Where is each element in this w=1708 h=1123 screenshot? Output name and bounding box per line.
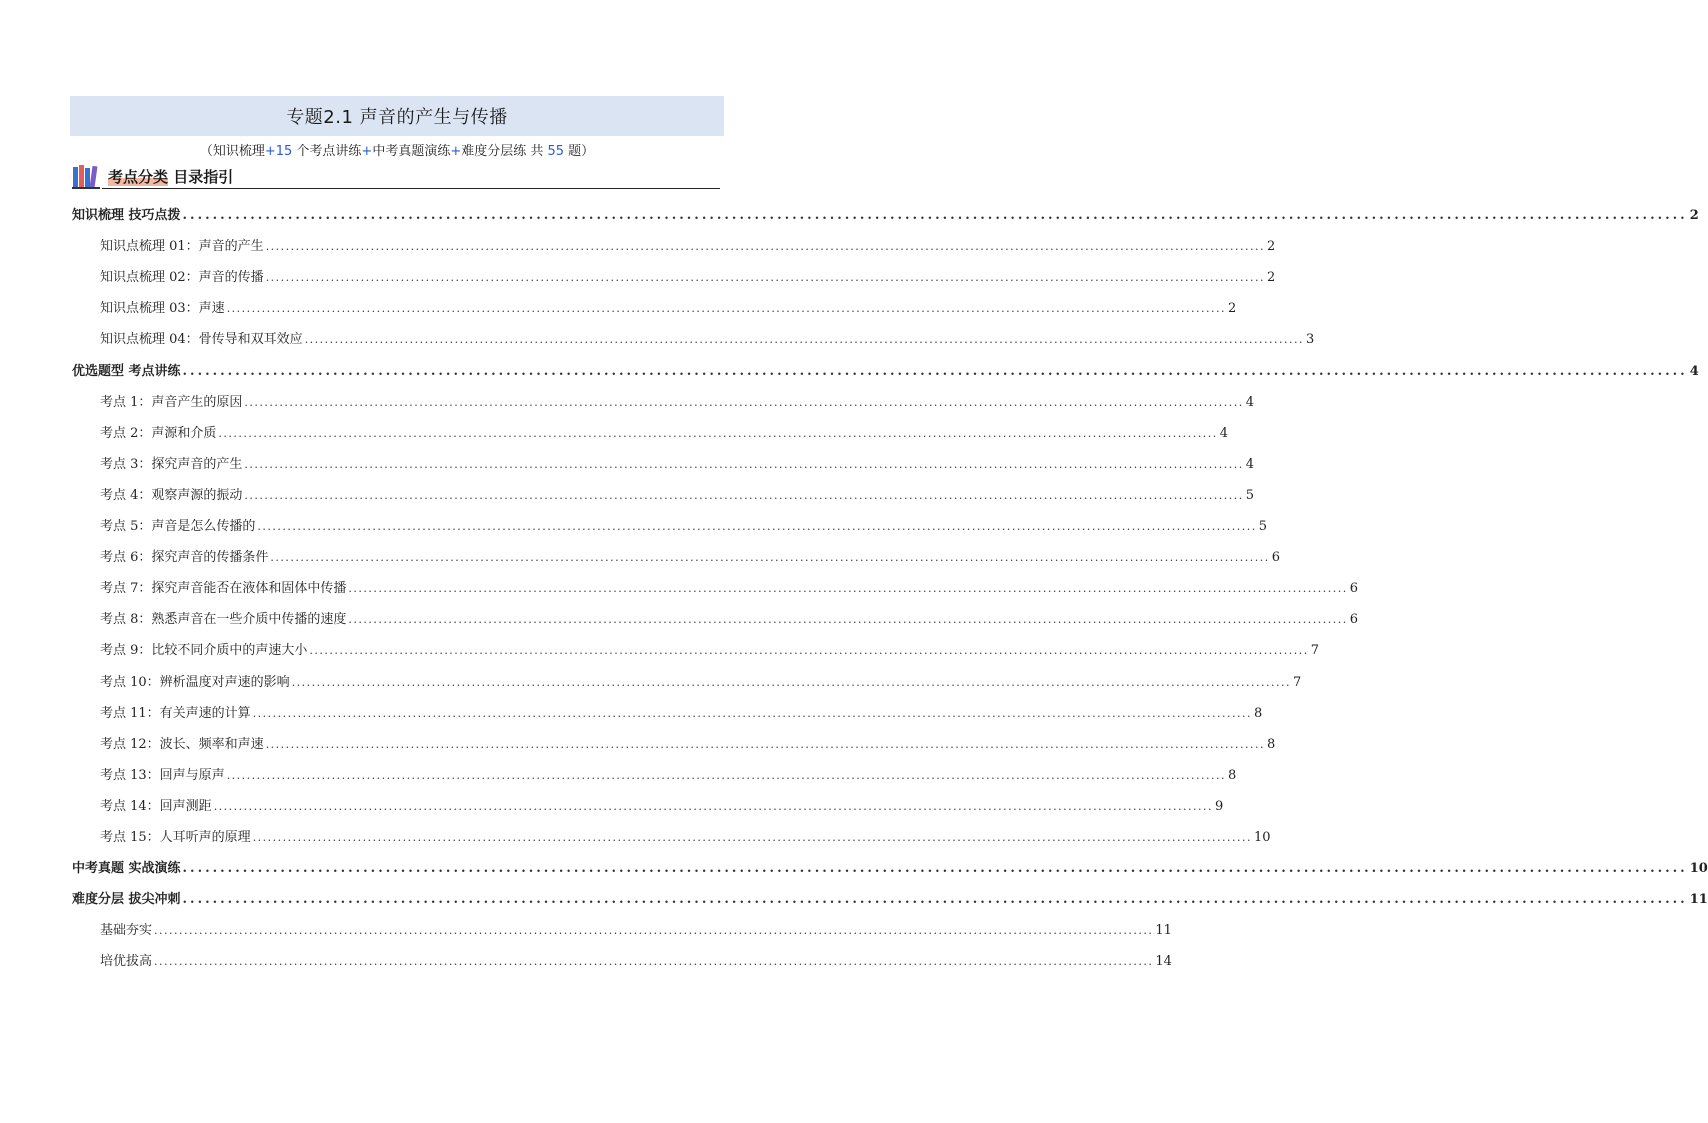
toc-page-number: 4 (1245, 394, 1255, 410)
toc-entry[interactable] (72, 484, 1255, 506)
toc-entry-label: 培优拔高 (100, 954, 153, 970)
toc-page-number: 7 (1310, 643, 1320, 659)
subtitle-text: 中考真题演练 (372, 144, 451, 159)
toc-entry[interactable] (72, 328, 1315, 350)
toc-leader-dots: ........................................................................................................................................................................................................ (257, 520, 1257, 533)
section-banner (72, 163, 720, 189)
toc-page-number: 8 (1267, 736, 1276, 752)
toc-entry-label: 考点 14：回声测距 (100, 798, 212, 814)
toc-leader-dots: ........................................................................................................................................................................................................ (182, 363, 1688, 379)
toc-entry-label: 考点 4：观察声源的振动 (100, 487, 243, 503)
toc-page-number: 14 (1155, 954, 1172, 970)
toc-leader-dots: ........................................................................................................................................................................................................ (182, 892, 1688, 908)
toc-entry-label: 优选题型 考点讲练 (72, 363, 181, 379)
toc-leader-dots: ........................................................................................................................................................................................................ (309, 644, 1309, 658)
toc-entry[interactable] (72, 422, 1229, 444)
toc-page-number: 6 (1349, 581, 1359, 597)
toc-entry-label: 知识点梳理 04：骨传导和双耳效应 (100, 332, 303, 348)
toc-leader-dots: ........................................................................................................................................................................................................ (244, 395, 1244, 409)
subtitle-text: 个考点讲练 (292, 144, 362, 159)
toc-page-number: 4 (1689, 363, 1699, 379)
toc-entry-label: 考点 6：探究声音的传播条件 (100, 550, 269, 566)
toc-page-number: 4 (1245, 456, 1255, 472)
toc-entry-label: 考点 8：熟悉声音在一些介质中传播的速度 (100, 612, 347, 628)
toc-entry-label: 考点 10：辨析温度对声速的影响 (100, 674, 290, 690)
toc-entry[interactable] (72, 577, 1359, 599)
toc-entry[interactable] (72, 702, 1263, 724)
toc-entry[interactable] (72, 515, 1268, 537)
toc-page-number: 2 (1689, 208, 1699, 223)
toc-page-number: 11 (1689, 892, 1708, 908)
toc-leader-dots: ........................................................................................................................................................................................................ (154, 924, 1154, 938)
toc-leader-dots: ........................................................................................................................................................................................................ (182, 861, 1688, 877)
toc-entry-label: 难度分层 拔尖冲刺 (72, 892, 181, 908)
toc-entry-label: 考点 11：有关声速的计算 (100, 705, 251, 721)
toc-section-entry[interactable] (72, 888, 1708, 910)
toc-page-number: 9 (1215, 798, 1224, 814)
books-icon (72, 163, 102, 189)
subtitle-plus: + (450, 144, 462, 159)
toc-leader-dots: ........................................................................................................................................................................................................ (182, 208, 1688, 223)
banner-heading-part2: 目录指引 (168, 168, 234, 186)
toc-leader-dots: ........................................................................................................................................................................................................ (218, 426, 1218, 440)
toc-entry-label: 考点 13：回声与原声 (100, 767, 225, 783)
toc-section-entry[interactable] (72, 204, 1699, 226)
toc-leader-dots: ........................................................................................................................................................................................................ (270, 551, 1270, 565)
banner-underline (102, 188, 720, 189)
toc-entry-label: 考点 7：探究声音能否在液体和固体中传播 (100, 581, 347, 597)
toc-leader-dots: ........................................................................................................................................................................................................ (252, 831, 1253, 844)
toc-entry-label: 知识梳理 技巧点拨 (72, 208, 181, 223)
toc-entry[interactable] (72, 235, 1276, 257)
toc-entry-label: 考点 9：比较不同介质中的声速大小 (100, 643, 308, 659)
toc-page-number: 10 (1254, 830, 1271, 845)
subtitle-text: 题） (564, 144, 595, 159)
toc-page-number: 4 (1219, 425, 1229, 441)
toc-leader-dots: ........................................................................................................................................................................................................ (291, 675, 1292, 689)
banner-heading (108, 166, 233, 187)
subtitle (0, 140, 794, 159)
toc-leader-dots: ........................................................................................................................................................................................................ (226, 302, 1227, 316)
toc-entry-label: 考点 12：波长、频率和声速 (100, 736, 264, 752)
toc-entry-label: 考点 1：声音产生的原因 (100, 394, 243, 410)
toc-leader-dots: ........................................................................................................................................................................................................ (265, 271, 1266, 285)
toc-section-entry[interactable] (72, 360, 1699, 382)
banner-heading-part1: 考点分类 (108, 168, 169, 186)
toc-leader-dots: ........................................................................................................................................................................................................ (265, 737, 1266, 751)
toc-page-number: 6 (1349, 612, 1359, 628)
toc-entry[interactable] (72, 919, 1172, 941)
toc-page-number: 2 (1267, 239, 1276, 255)
toc-page-number: 5 (1245, 487, 1255, 503)
toc-page-number: 11 (1155, 923, 1172, 939)
toc-entry[interactable] (72, 826, 1271, 848)
toc-leader-dots: ........................................................................................................................................................................................................ (265, 240, 1266, 254)
toc-leader-dots: ........................................................................................................................................................................................................ (348, 613, 1348, 627)
toc-entry[interactable] (72, 764, 1237, 786)
toc-entry[interactable] (72, 733, 1276, 755)
toc-entry[interactable] (72, 546, 1281, 568)
toc-leader-dots: ........................................................................................................................................................................................................ (213, 799, 1214, 813)
toc-page-number: 2 (1267, 270, 1276, 286)
toc-entry[interactable] (72, 950, 1172, 972)
toc-leader-dots: ........................................................................................................................................................................................................ (348, 582, 1348, 596)
toc-page-number: 7 (1293, 674, 1302, 690)
toc-entry-label: 考点 2：声源和介质 (100, 425, 217, 441)
toc-entry[interactable] (72, 266, 1276, 288)
toc-entry[interactable] (72, 391, 1255, 413)
toc-entry-label: 基础夯实 (100, 923, 153, 939)
toc-entry-label: 考点 5：声音是怎么传播的 (100, 519, 256, 534)
toc-leader-dots: ........................................................................................................................................................................................................ (252, 706, 1253, 720)
toc-entry[interactable] (72, 671, 1302, 693)
toc-entry-label: 知识点梳理 01：声音的产生 (100, 239, 264, 255)
toc-leader-dots: ........................................................................................................................................................................................................ (244, 457, 1244, 471)
subtitle-count-15: +15 (264, 144, 293, 159)
subtitle-text: （知识梳理 (199, 144, 265, 159)
toc-page-number: 5 (1258, 519, 1268, 534)
toc-leader-dots: ........................................................................................................................................................................................................ (226, 768, 1227, 782)
toc-leader-dots: ........................................................................................................................................................................................................ (304, 333, 1305, 347)
toc-entry[interactable] (72, 608, 1359, 630)
toc-entry[interactable] (72, 795, 1224, 817)
toc-entry-label: 知识点梳理 03：声速 (100, 301, 225, 317)
page-title: 专题2.1 声音的产生与传播 (286, 107, 508, 128)
toc-page-number: 2 (1228, 301, 1237, 317)
toc-page-number: 8 (1254, 705, 1263, 721)
toc-page-number: 3 (1306, 332, 1315, 348)
toc-entry-label: 考点 15：人耳听声的原理 (100, 830, 251, 845)
toc-leader-dots: ........................................................................................................................................................................................................ (154, 955, 1154, 969)
toc-leader-dots: ........................................................................................................................................................................................................ (244, 488, 1244, 502)
toc-entry[interactable] (72, 639, 1320, 661)
title-bar (70, 96, 724, 136)
toc-entry-label: 考点 3：探究声音的产生 (100, 456, 243, 472)
toc-entry-label: 中考真题 实战演练 (72, 861, 181, 877)
toc-entry[interactable] (72, 297, 1237, 319)
toc-entry-label: 知识点梳理 02：声音的传播 (100, 270, 264, 286)
toc-page-number: 10 (1689, 861, 1708, 877)
toc-entry[interactable] (72, 453, 1255, 475)
subtitle-plus: + (361, 144, 373, 159)
toc-page-number: 8 (1228, 767, 1237, 783)
subtitle-text: 难度分层练 共 (461, 144, 548, 159)
subtitle-count-55: 55 (547, 144, 565, 159)
toc-page-number: 6 (1271, 550, 1281, 566)
toc-section-entry[interactable] (72, 857, 1708, 879)
